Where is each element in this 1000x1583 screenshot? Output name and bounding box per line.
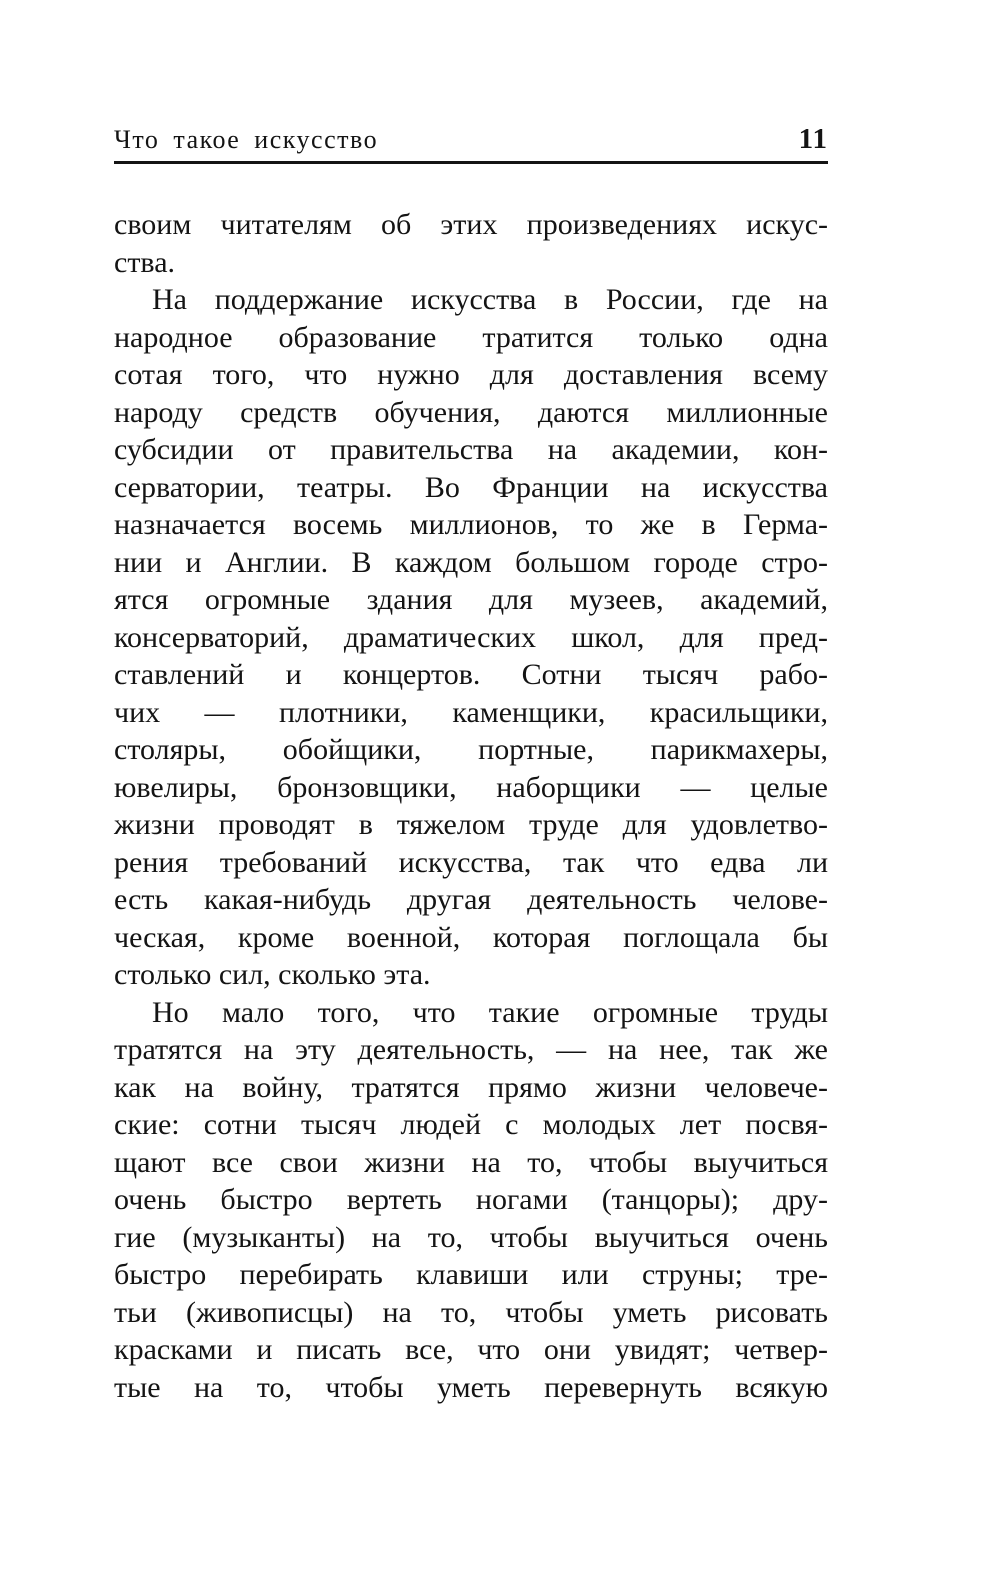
text-line: тые на то, чтобы уметь перевернуть всякую [114,1370,828,1404]
text-line: ские: сотни тысяч людей с молодых лет посвя- [114,1108,828,1141]
body-text [114,206,828,1406]
text-line: быстро перебирать клавиши или струны; тре- [114,1258,828,1291]
text-line: серватории, театры. Во Франции на искусства [114,470,828,504]
text-line: щают все свои жизни на то, чтобы выучиться [114,1145,828,1179]
text-line: На поддержание искусства в России, где на [152,283,828,316]
text-line: своим читателям об этих произведениях искус- [114,208,828,241]
header-rule [114,161,828,164]
text-line: рения требований искусства, так что едва ли [114,845,828,879]
running-title: Что такое искусство [114,125,379,154]
text-line: ства. [114,245,176,279]
text-line: жизни проводят в тяжелом труде для удовлетво- [114,808,828,841]
text-line: ювелиры, бронзовщики, наборщики — целые [114,770,828,804]
page-number: 11 [798,123,828,155]
text-line: столяры, обойщики, портные, парикмахеры, [114,733,828,766]
text-line: красками и писать все, что они увидят; четвер- [114,1333,828,1366]
text-line: ставлений и концертов. Сотни тысяч рабо- [114,658,828,691]
page-header [114,123,828,156]
text-line: нии и Англии. В каждом большом городе стро- [114,545,828,579]
text-line: ческая, кроме военной, которая поглощала бы [114,920,828,954]
text-line: есть какая-нибудь другая деятельность челове- [114,883,828,916]
text-line: ятся огромные здания для музеев, академий, [114,583,828,616]
text-line: очень быстро вертеть ногами (танцоры); дру- [114,1183,828,1216]
text-line: народу средств обучения, даются миллионные [114,395,828,429]
text-line: назначается восемь миллионов, то же в Герма- [114,508,828,541]
text-line: Но мало того, что такие огромные труды [152,995,828,1029]
text-line: сотая того, что нужно для доставления всему [114,358,828,391]
text-line: чих — плотники, каменщики, красильщики, [114,695,828,729]
text-line: столько сил, сколько эта. [114,958,431,991]
text-line: народное образование тратится только одна [114,320,828,354]
text-line: тьи (живописцы) на то, чтобы уметь рисовать [114,1295,828,1329]
text-line: гие (музыканты) на то, чтобы выучиться очень [114,1220,828,1254]
text-line: как на войну, тратятся прямо жизни человече- [114,1070,828,1104]
text-line: консерваторий, драматических школ, для пред- [114,620,828,654]
text-line: тратятся на эту деятельность, — на нее, так же [114,1033,828,1066]
text-line: субсидии от правительства на академии, кон- [114,433,828,466]
